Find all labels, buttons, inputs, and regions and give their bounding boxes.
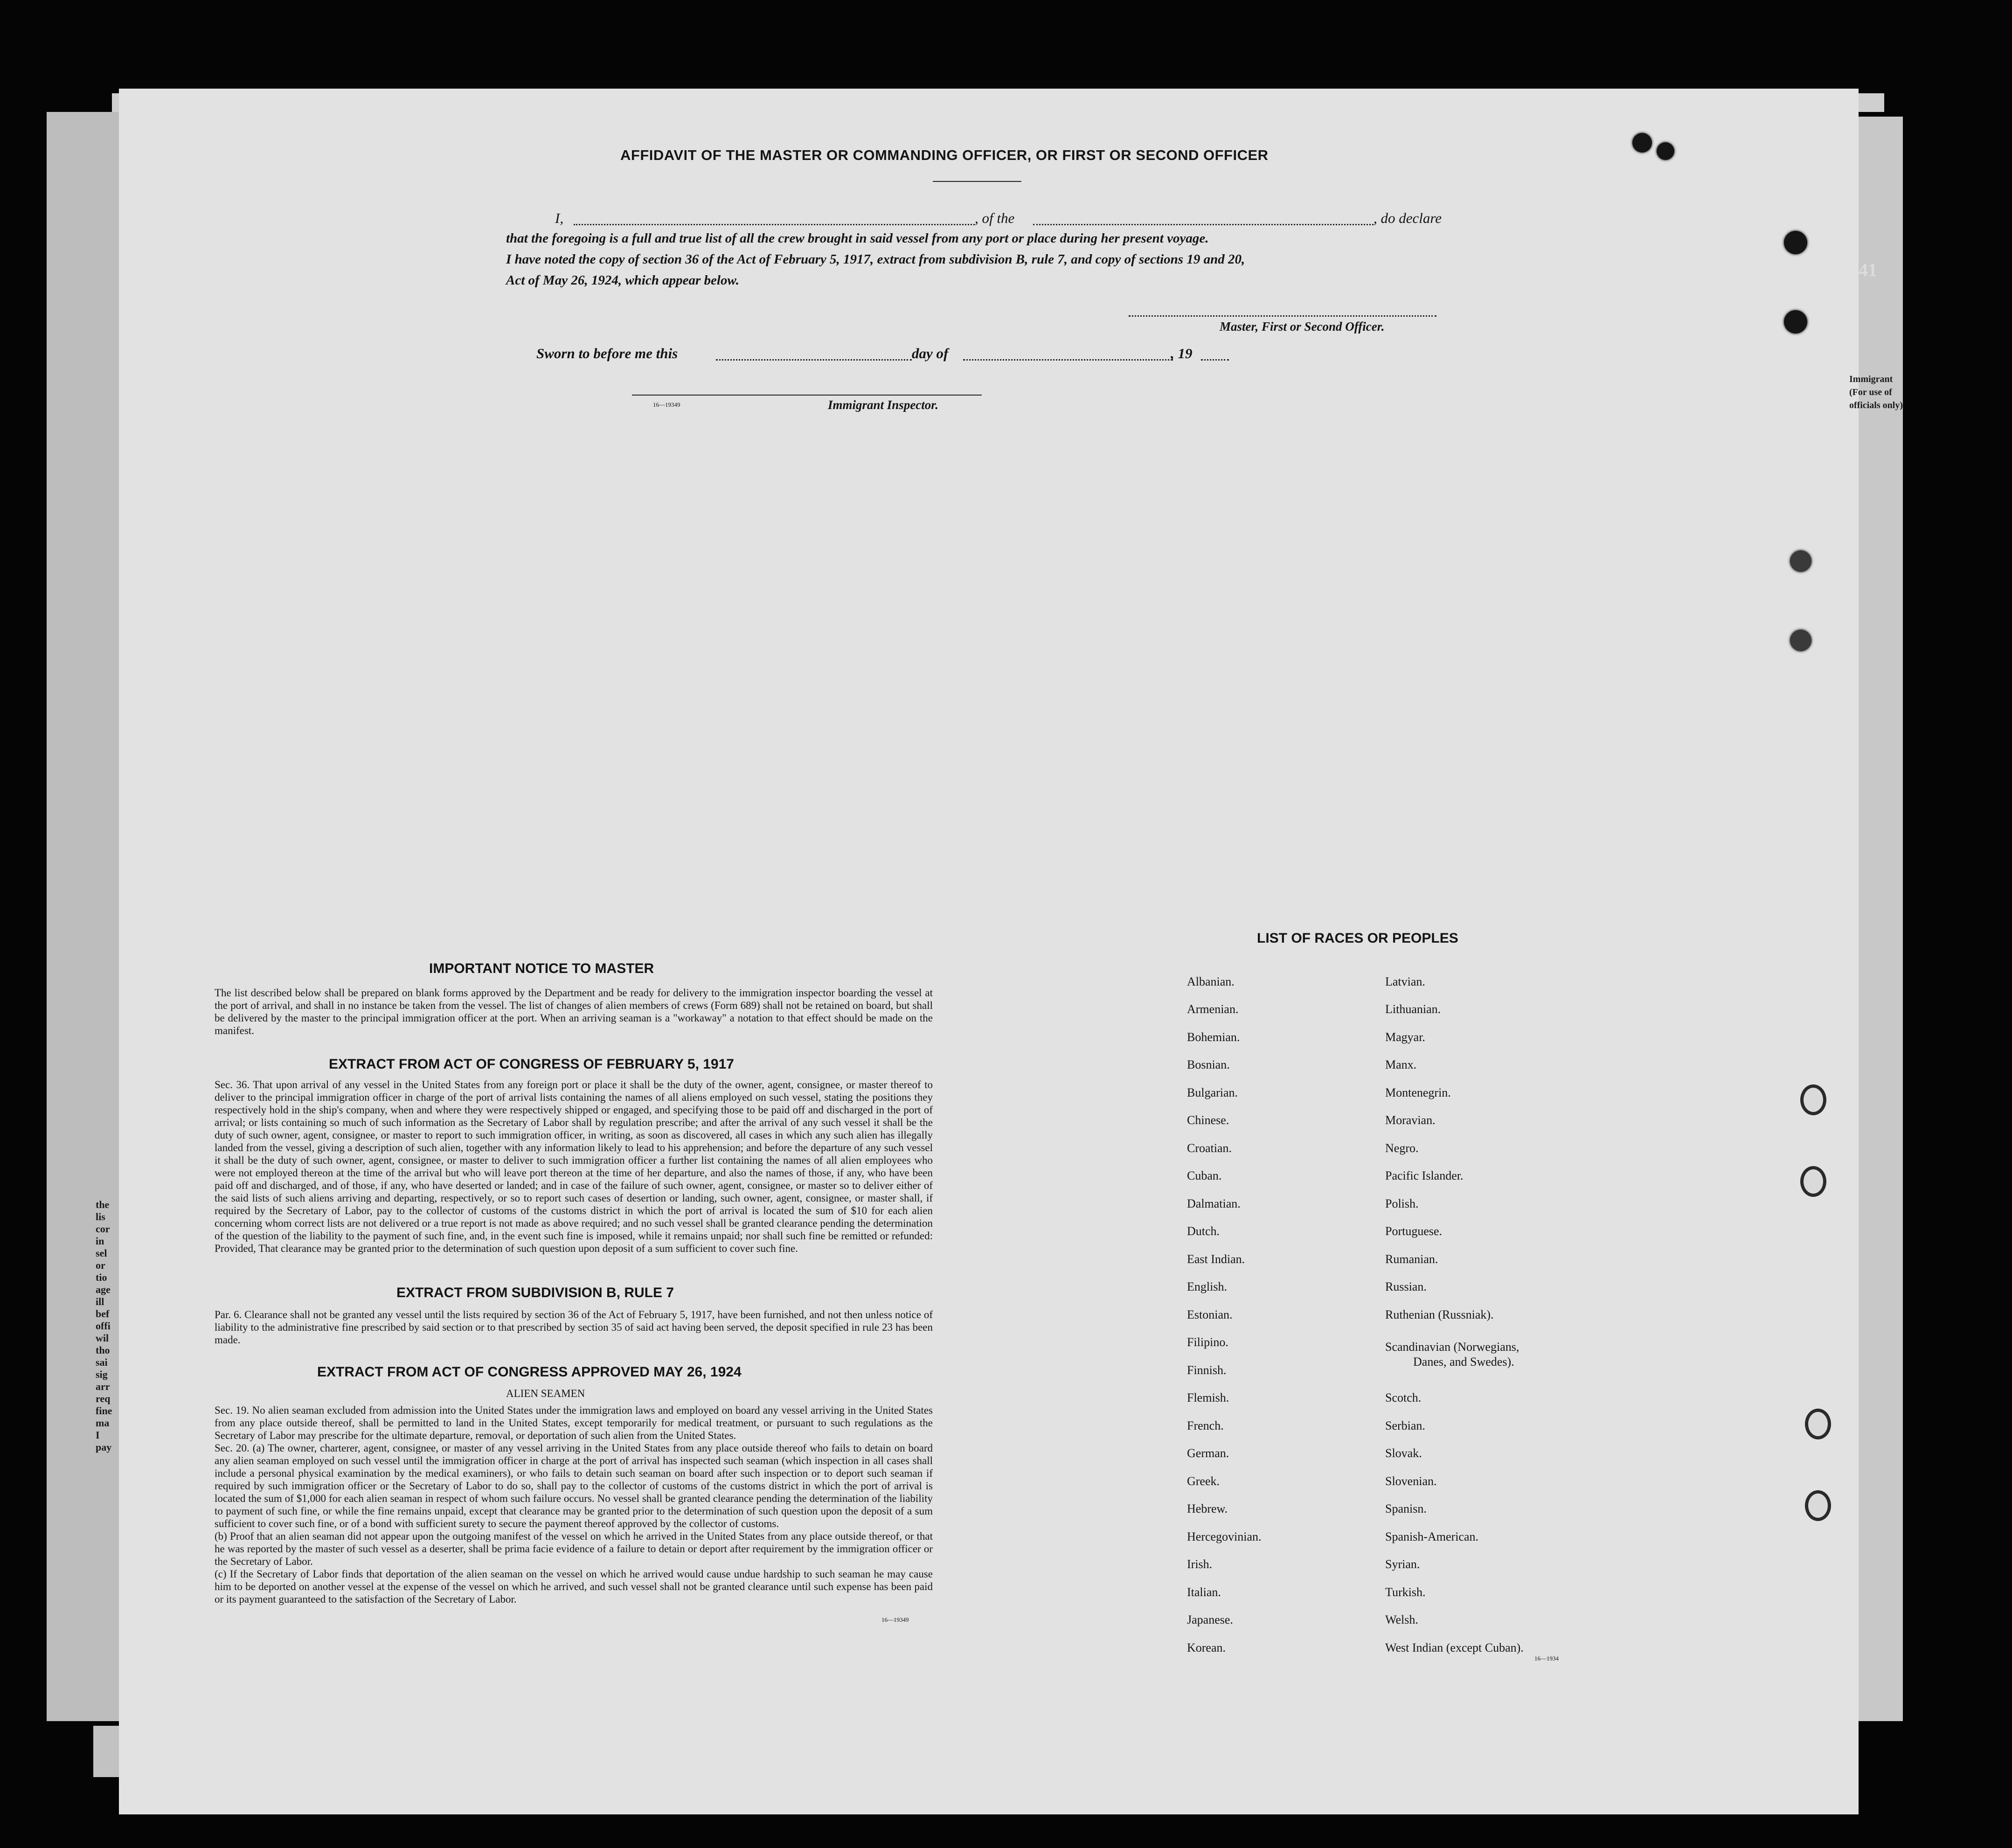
sworn-text: Sworn to before me this [536, 345, 678, 361]
margin-frag: offi [96, 1320, 111, 1332]
extract3-subtitle: ALIEN SEAMEN [506, 1388, 585, 1399]
margin-frag: bef [96, 1308, 110, 1320]
race-item: Croatian. [1187, 1141, 1232, 1155]
affidavit-body-2: I have noted the copy of section 36 of the Act of February 5, 1917, extract from subdivision B, rule 7, and copy of sections 19 and 20, [506, 252, 1245, 267]
margin-frag: arr [96, 1381, 110, 1392]
race-item: Negro. [1385, 1141, 1419, 1155]
race-item: Slovak. [1385, 1446, 1422, 1460]
punch-hole [1632, 133, 1652, 153]
race-item: Chinese. [1187, 1113, 1229, 1127]
race-item: Albanian. [1187, 975, 1235, 988]
affidavit-body-1: that the foregoing is a full and true list of all the crew brought in said vessel from any port or place during her present voyage. [506, 231, 1209, 246]
race-item: Hercegovinian. [1187, 1530, 1262, 1543]
day-of-text: day of [912, 345, 949, 361]
race-item: Lithuanian. [1385, 1002, 1441, 1016]
master-label: Master, First or Second Officer. [1220, 320, 1385, 333]
inspector-line [632, 395, 982, 396]
margin-frag: sai [96, 1356, 108, 1368]
immigrant-note-2: (For use of [1849, 387, 1892, 397]
sec19-text: Sec. 19. No alien seaman excluded from admission into the United States under the immigration laws and employed on board any vessel arriving in the United States from any place outside thereof, shall be permitted to land in the United States, except temporarily for medical treatment, or pursuant to such regulations as the Secretary of Labor may prescribe for the ultimate departure, removal, or deportation of such alien from the United States. [215, 1404, 933, 1441]
race-item: Magyar. [1385, 1030, 1425, 1044]
ring-hole [1800, 1084, 1826, 1115]
year-prefix: , 19 [1171, 345, 1193, 361]
sec20a-text: Sec. 20. (a) The owner, charterer, agent, consignee, or master of any vessel arriving in the United States from any place outside thereof who fails to detain on board any alien seaman employed on such vessel until the immigration officer in charge at the port of arrival has inspected such seaman (which inspection in all cases shall include a personal physical examination by the medical examiners), or who fails to detain such seaman on board after such inspection or to deport such seaman if required by such immigration officer or the Secretary of Labor to do so, shall pay to the collector of customs of the customs district in which the port of arrival is located the sum of $1,000 for each alien seaman in respect of whom such failure occurs. No vessel shall be granted clearance pending the determination of the liability to payment of such fine, or while the fine remains unpaid, except that clearance may be granted prior to the determination of such question upon the deposit of a sum sufficient to cover such fine, or of a bond with sufficient surety to secure the payment thereof approved by the collector of customs. [215, 1442, 933, 1529]
race-item: Rumanian. [1385, 1252, 1438, 1266]
margin-frag: pay [96, 1441, 112, 1453]
race-item: Hebrew. [1187, 1502, 1228, 1515]
race-item: English. [1187, 1280, 1227, 1293]
races-title: LIST OF RACES OR PEOPLES [1257, 931, 1458, 946]
page-number: 41 [1859, 259, 1877, 280]
race-item: Irish. [1187, 1557, 1213, 1571]
extract3-title: EXTRACT FROM ACT OF CONGRESS APPROVED MAY 26, 1924 [317, 1364, 742, 1380]
race-item: French. [1187, 1419, 1224, 1432]
race-item: Spanisn. [1385, 1502, 1427, 1515]
extract2-body: Par. 6. Clearance shall not be granted any vessel until the lists required by section 36 of the Act of February 5, 1917, have been furnished, and not then unless notice of liability to the administrative fine prescribed by said section or to that prescribed by section 35 of said act having been served, the deposit specified in rule 23 has been made. [215, 1309, 933, 1346]
race-item: Syrian. [1385, 1557, 1420, 1571]
margin-frag: sel [96, 1247, 107, 1259]
race-item: Montenegrin. [1385, 1086, 1451, 1099]
race-item: Welsh. [1385, 1613, 1418, 1626]
race-item: Spanish-American. [1385, 1530, 1479, 1543]
race-item: Dalmatian. [1187, 1197, 1241, 1210]
race-item: Russian. [1385, 1280, 1427, 1293]
race-item: Slovenian. [1385, 1474, 1437, 1488]
race-item: Armenian. [1187, 1002, 1239, 1016]
race-item: Pacific Islander. [1385, 1169, 1464, 1182]
notice-body: The list described below shall be prepared on blank forms approved by the Department and be ready for delivery to the immigration inspector boarding the vessel at the port of arrival, and shall in no instance be taken from the vessel. The list of changes of alien members of crews (Form 689) shall not be retained on board, but shall be delivered by the master to the principal immigration officer at the port. When an arriving seaman is a "workaway" a notation to that effect should be made on the manifest. [215, 987, 933, 1036]
race-item: Filipino. [1187, 1335, 1228, 1349]
margin-frag: req [96, 1393, 111, 1404]
race-item: German. [1187, 1446, 1229, 1460]
punch-hole [1784, 231, 1807, 254]
race-item: Korean. [1187, 1641, 1226, 1654]
extract3-form-number: 16—19349 [881, 1616, 909, 1623]
affidavit-do-declare: , do declare [1374, 210, 1442, 226]
extract1-title: EXTRACT FROM ACT OF CONGRESS OF FEBRUARY 5, 1917 [329, 1056, 734, 1072]
race-item: Turkish. [1385, 1585, 1426, 1599]
extract1-body: Sec. 36. That upon arrival of any vessel in the United States from any foreign port or place it shall be the duty of the owner, agent, consignee, or master thereof to deliver to the principal immigration officer in charge of the port of arrival lists containing the names of all aliens employed on such vessel, stating the positions they respectively hold in the ship's company, when and where they were respectively shipped or engaged, and specifying those to be paid off and discharged in the port of arrival; or lists containing so much of such information as the Secretary of Labor shall by regulation prescribe; and after the arrival of any such vessel it shall be the duty of such owner, agent, consignee, or master to report to such immigration officer, in writing, as soon as discovered, all cases in which any such alien has illegally landed from the vessel, giving a description of such alien, together with any information likely to lead to his apprehension; and before the departure of any such vessel it shall be the duty of such owner, agent, consignee, or master to deliver to such immigration officer a further list containing the names of all alien employees who were not employed thereon at the time of the arrival but who will leave port thereon at the time of her departure, and also the names of those, if any, who have been paid off and discharged, and of those, if any, who have deserted or landed; and in case of the failure of such owner, agent, consignee, or master so to deliver either of the said lists of such aliens arriving and departing, respectively, or so to report such cases of desertion or landing, such owner, agent, consignee, or master shall, if required by the Secretary of Labor, pay to the collector of customs of the customs district in which the port of arrival is located the sum of $10 for each alien concerning whom correct lists are not delivered or a true report is not made as above required; and no such vessel shall be granted clearance pending the determination of the question of the liability to the payment of such fine, and, in the event such fine is imposed, while it remains unpaid; nor shall such fine be remitted or refunded: Provided, That clearance may be granted prior to the determination of such question upon deposit of a sum sufficient to cover such fine. [215, 1079, 933, 1254]
affidavit-title: AFFIDAVIT OF THE MASTER OR COMMANDING OFFICER, OR FIRST OR SECOND OFFICER [620, 147, 1269, 163]
race-item: Estonian. [1187, 1308, 1233, 1321]
margin-frag: tio [96, 1271, 107, 1283]
race-item: Manx. [1385, 1058, 1417, 1071]
inspector-label: Immigrant Inspector. [828, 398, 939, 412]
affidavit-body-3: Act of May 26, 1924, which appear below. [506, 273, 739, 288]
margin-frag: or [96, 1259, 105, 1271]
race-item: Polish. [1385, 1197, 1419, 1210]
race-item: Cuban. [1187, 1169, 1222, 1182]
margin-frag: sig [96, 1369, 108, 1380]
race-item: Scotch. [1385, 1391, 1422, 1404]
race-item: Danes, and Swedes). [1413, 1355, 1514, 1369]
margin-frag: wil [96, 1332, 109, 1344]
extract3-body [215, 1404, 933, 1605]
immigrant-note-3: officials only) [1849, 400, 1903, 410]
margin-frag: fine [96, 1405, 112, 1417]
punch-hole [1790, 550, 1811, 572]
margin-frag: tho [96, 1344, 110, 1356]
ring-hole [1800, 1166, 1826, 1197]
race-item: Moravian. [1385, 1113, 1436, 1127]
margin-frag: cor [96, 1223, 110, 1235]
race-item: Dutch. [1187, 1224, 1220, 1238]
punch-hole [1784, 310, 1807, 333]
races-left-column [1187, 975, 1364, 1665]
margin-frag: lis [96, 1211, 105, 1223]
race-item: West Indian (except Cuban). [1385, 1641, 1524, 1654]
immigrant-note-1: Immigrant [1849, 374, 1893, 384]
punch-hole [1790, 630, 1811, 651]
margin-frag: age [96, 1284, 111, 1295]
margin-frag: ill [96, 1296, 104, 1307]
affidavit-form-number: 16—19349 [653, 401, 680, 408]
race-item: Greek. [1187, 1474, 1220, 1488]
race-item: Bohemian. [1187, 1030, 1240, 1044]
race-item: Japanese. [1187, 1613, 1233, 1626]
margin-frag: in [96, 1235, 104, 1247]
ring-hole [1805, 1490, 1831, 1521]
race-item: Finnish. [1187, 1363, 1227, 1377]
extract2-title: EXTRACT FROM SUBDIVISION B, RULE 7 [396, 1285, 674, 1300]
left-margin-fragments [96, 1199, 124, 1453]
margin-frag: ma [96, 1417, 110, 1429]
race-item: Latvian. [1385, 975, 1425, 988]
year-blank [1201, 359, 1229, 361]
race-item: Flemish. [1187, 1391, 1229, 1404]
title-underline [933, 181, 1021, 182]
notice-title: IMPORTANT NOTICE TO MASTER [429, 961, 654, 976]
affidavit-of-the: , of the [975, 210, 1015, 226]
ring-hole [1805, 1409, 1831, 1439]
races-form-number: 16—1934 [1534, 1655, 1559, 1662]
race-item: Portuguese. [1385, 1224, 1443, 1238]
affidavit-i: I, [555, 210, 564, 226]
sec20b-text: (b) Proof that an alien seaman did not appear upon the outgoing manifest of the vessel on which he arrived in the United States from any place outside thereof, or that he was reported by the master of such vessel as a deserter, shall be prima facie evidence of a failure to detain or deport after requirement by the immigration officer or the Secretary of Labor. [215, 1530, 933, 1567]
race-item: Ruthenian (Russniak). [1385, 1308, 1494, 1321]
race-item: Bosnian. [1187, 1058, 1230, 1071]
race-item: Serbian. [1385, 1419, 1425, 1432]
race-item: Bulgarian. [1187, 1086, 1238, 1099]
race-item: East Indian. [1187, 1252, 1245, 1266]
name-blank [574, 224, 975, 225]
margin-frag: I [96, 1429, 100, 1441]
vessel-blank [1033, 224, 1374, 225]
signature-blank [1129, 315, 1436, 317]
month-blank [963, 359, 1173, 361]
margin-frag: the [96, 1199, 110, 1210]
race-item: Italian. [1187, 1585, 1221, 1599]
sworn-day-blank [716, 359, 912, 361]
punch-hole [1657, 142, 1674, 160]
sec20c-text: (c) If the Secretary of Labor finds that deportation of the alien seaman on the vessel on which he arrived would cause undue hardship to such seaman he may cause him to be deported on another vessel at the expense of the vessel on which he arrived, and such vessel shall not be granted clearance until such expense has been paid or its payment guaranteed to the satisfaction of the Secretary of Labor. [215, 1568, 933, 1605]
race-item: Scandinavian (Norwegians, [1385, 1340, 1519, 1354]
races-right-column [1385, 975, 1628, 1665]
